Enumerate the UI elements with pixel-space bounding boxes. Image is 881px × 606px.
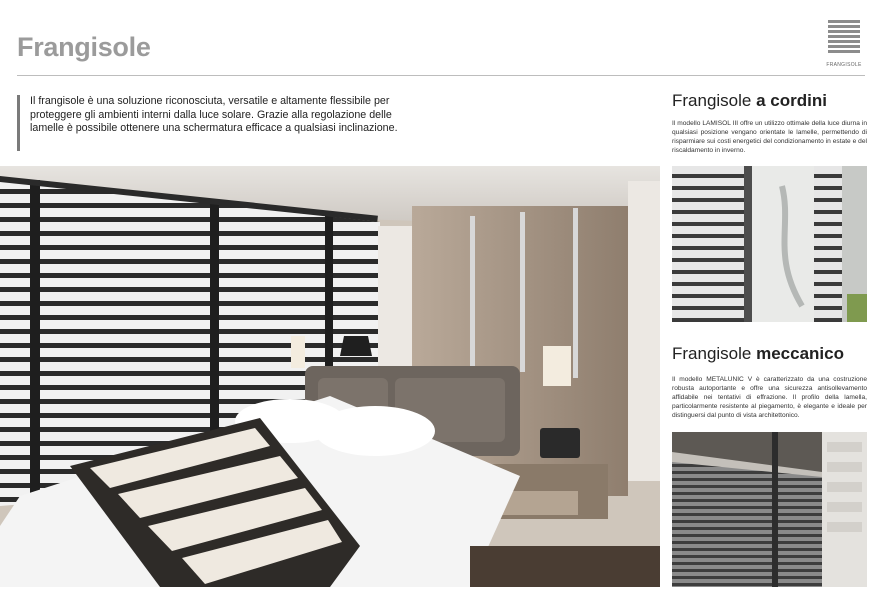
bedroom-photo [0,166,660,587]
section-title-light: Frangisole [672,344,757,363]
intro-paragraph: Il frangisole è una soluzione riconosciuta, versatile e altamente flessibile per proteggere gli ambienti interni dalla luce solare. Grazie alla regolazione delle lamelle è possibile ottenere una schermatura efficace a qualsiasi inclinazione. [30,95,398,134]
section-title-bold: meccanico [756,344,844,363]
section-title-cordini [672,91,827,111]
logo-caption: FRANGISOLE [826,62,862,68]
intro-accent-bar [17,95,20,151]
section-title-bold: a cordini [756,91,827,110]
meccanico-photo [672,432,867,587]
frangisole-logo [824,20,864,70]
section-text-cordini: Il modello LAMISOL III offre un utilizzo ottimale della luce diurna in qualsiasi posizione vengano orientate le lamelle, permettendo di risparmiare sui costi energetici del condizionamento in estate e del riscaldamento in inverno. [672,120,867,154]
cordini-photo [672,166,867,322]
section-title-meccanico [672,344,844,364]
section-text-meccanico: Il modello METALUNIC V è caratterizzato da una costruzione robusta autoportante e offre una sicurezza antisollevamento affidabile nei tentativi di effrazione. Il profilo della lamella, particolarmente resistente al piegamento, è elegante e ideale per distinguersi dal punto di vista architettonico. [672,376,867,419]
blinds-icon [828,20,860,58]
section-title-light: Frangisole [672,91,757,110]
page-title: Frangisole [17,32,151,62]
header-divider [17,75,865,76]
